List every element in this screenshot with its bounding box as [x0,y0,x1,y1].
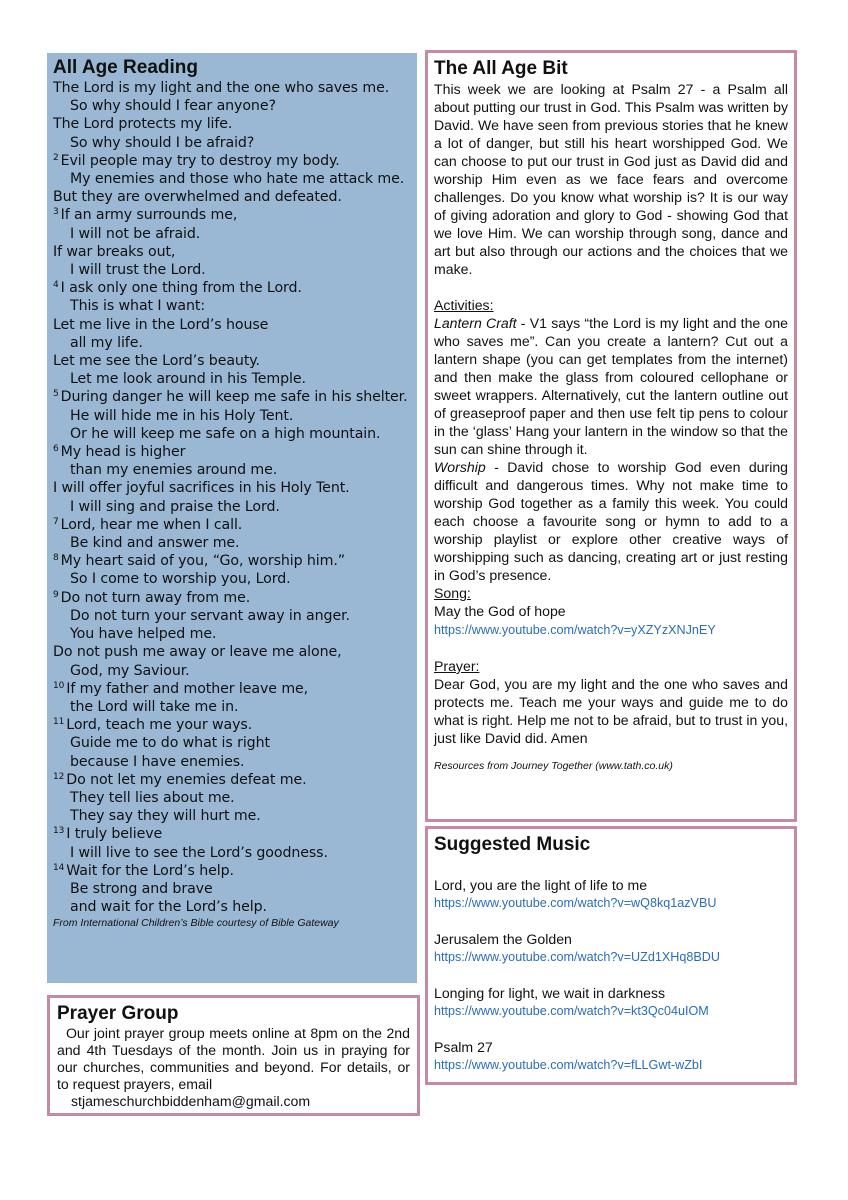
music-item [434,876,788,912]
song-title: May the God of hope [434,603,566,619]
verse-line [53,134,411,152]
song-heading: Song: [434,585,471,601]
verse-text: I will offer joyful sacrifices in his Holy Tent. [53,480,350,497]
verse-text: My head is higher [60,444,186,461]
verse-number: 10 [53,680,65,691]
verse-line [53,297,411,315]
verse-text: I will live to see the Lord’s goodness. [70,844,328,861]
verse-text: If my father and mother leave me, [66,680,309,697]
verse-line [53,698,411,716]
verse-line [53,643,411,661]
verse-text: Be kind and answer me. [70,535,240,552]
verse-number: 13 [53,826,65,837]
all-age-credit: Resources from Journey Together (www.tath.co.uk) [434,760,673,772]
verse-number: 14 [53,862,65,873]
verse-line [53,188,411,206]
verse-line [53,570,411,588]
verse-line [53,279,411,297]
worship-text: - David chose to worship God even during difficult and dangerous times. Why not make time to worship God together as a family this week. You could each choose a favourite song or hymn to add to a worship playlist or explore other creative ways of worshipping such as dancing, creating art or just resting in God’s presence. [434,459,788,583]
lantern-craft-text: - V1 says “the Lord is my light and the one who saves me”. Can you create a lantern? Cut out a lantern shape (you can get templates from the internet) and then make the glass from coloured cellophane or sweet wrappers. Alternatively, cut the lantern outline out of greaseproof paper and then use felt tip pens to colour in the ‘glass’ Hang your lantern in the window so that the sun can shine through it. [434,315,788,457]
verse-text: Let me see the Lord’s beauty. [53,353,260,370]
verse-line [53,789,411,807]
verse-number: 12 [53,771,65,782]
verse-number: 5 [53,389,59,400]
verse-line [53,243,411,261]
verse-text: This is what I want: [70,298,206,315]
verse-line [53,152,411,170]
verse-number: 3 [53,207,59,218]
verse-line [53,388,411,406]
music-item-title: Lord, you are the light of life to me [434,877,648,893]
verse-text: So why should I fear anyone? [70,98,276,115]
verse-text: Do not turn your servant away in anger. [70,607,350,624]
verse-line [53,716,411,734]
verse-line [53,607,411,625]
music-item [434,984,788,1020]
verse-text: So I come to worship you, Lord. [70,571,291,588]
verse-text: I ask only one thing from the Lord. [60,280,302,297]
music-item-link[interactable]: https://www.youtube.com/watch?v=wQ8kq1azVBU [434,896,717,910]
verse-line [53,880,411,898]
verse-number: 2 [53,152,59,163]
verse-line [53,443,411,461]
verse-line [53,316,411,334]
verse-line [53,334,411,352]
verse-text: Wait for the Lord’s help. [66,862,234,879]
verse-text: Do not let my enemies defeat me. [66,771,307,788]
verse-line [53,680,411,698]
all-age-bit-panel [425,50,797,822]
verse-text: They tell lies about me. [70,789,235,806]
verse-line [53,516,411,534]
verse-line [53,734,411,752]
verse-text: God, my Saviour. [70,662,190,679]
verse-line [53,461,411,479]
verse-text: Lord, teach me your ways. [66,717,253,734]
verse-number: 6 [53,444,59,455]
verse-text: Let me live in the Lord’s house [53,316,269,333]
verse-text: Lord, hear me when I call. [60,516,243,533]
verse-text: I will sing and praise the Lord. [70,498,280,515]
verse-text: Do not push me away or leave me alone, [53,644,342,661]
prayer-group-text [57,1025,410,1093]
verse-number: 7 [53,516,59,527]
verse-text: than my enemies around me. [70,462,278,479]
all-age-intro: This week we are looking at Psalm 27 - a Psalm all about putting our trust in God. This Psalm was written by David. We have seen from previous stories that he knew a lot of danger, but still his heart worshipped God. We can choose to put our trust in God just as David did and worship Him even as we face fears and overcome challenges. Do you know what worship is? It is our way of giving adoration and glory to God - showing God that we love Him. We can worship through song, dance and art but also through our actions and the choices that we make. [434,81,788,277]
verse-text: Be strong and brave [70,880,213,897]
verse-line [53,753,411,771]
verse-text: the Lord will take me in. [70,698,239,715]
verse-text: Or he will keep me safe on a high mountain. [70,425,381,442]
verse-text: So why should I be afraid? [70,134,255,151]
verse-text: But they are overwhelmed and defeated. [53,189,342,206]
verse-text: The Lord protects my life. [53,116,233,133]
verse-number: 9 [53,589,59,600]
verse-line [53,352,411,370]
activities-heading: Activities: [434,297,494,313]
verse-text: I will trust the Lord. [70,262,206,279]
verse-text: If an army surrounds me, [60,207,238,224]
prayer-group-body: Our joint prayer group meets online at 8pm on the 2nd and 4th Tuesdays of the month. Join us in praying for our churches, communities and beyond. For details, or to request prayers, email [57,1025,410,1092]
music-item-link[interactable]: https://www.youtube.com/watch?v=fLLGwt-wZbI [434,1058,703,1072]
verse-number: 11 [53,717,65,728]
reading-title: All Age Reading [53,57,198,78]
prayer-group-panel [47,995,420,1116]
worship-title: Worship [434,459,486,475]
reading-verses [53,79,411,916]
verse-line [53,97,411,115]
music-item [434,930,788,966]
verse-line [53,425,411,443]
verse-text: You have helped me. [70,626,217,643]
verse-text: Evil people may try to destroy my body. [60,152,340,169]
prayer-text: Dear God, you are my light and the one who saves and protects me. Teach me your ways and guide me to do what is right. Help me not to be afraid, but to trust in you, just like David did. Amen [434,676,788,746]
verse-line [53,807,411,825]
verse-line [53,79,411,97]
verse-text: and wait for the Lord’s help. [70,899,267,916]
verse-line [53,206,411,224]
verse-text: If war breaks out, [53,243,176,260]
verse-line [53,898,411,916]
verse-line [53,589,411,607]
music-item-link[interactable]: https://www.youtube.com/watch?v=UZd1XHq8BDU [434,950,720,964]
verse-line [53,261,411,279]
music-item-title: Jerusalem the Golden [434,931,572,947]
prayer-group-email[interactable]: stjameschurchbiddenham@gmail.com [71,1093,311,1109]
music-item [434,1038,788,1074]
lantern-craft-title: Lantern Craft [434,315,517,331]
reading-credit: From International Children’s Bible courtesy of Bible Gateway [53,917,339,930]
verse-text: I will not be afraid. [70,225,201,242]
verse-line [53,844,411,862]
prayer-heading: Prayer: [434,658,480,674]
verse-text: My enemies and those who hate me attack me. [70,171,405,188]
verse-line [53,170,411,188]
prayer-group-title: Prayer Group [57,1003,179,1024]
verse-line [53,625,411,643]
verse-text: Do not turn away from me. [60,589,251,606]
verse-line [53,115,411,133]
verse-line [53,370,411,388]
suggested-music-title: Suggested Music [434,834,591,855]
all-age-bit-title: The All Age Bit [434,58,568,79]
verse-line [53,662,411,680]
verse-number: 8 [53,553,59,564]
verse-text: Let me look around in his Temple. [70,371,306,388]
verse-text: Guide me to do what is right [70,735,270,752]
music-item-link[interactable]: https://www.youtube.com/watch?v=kt3Qc04uIOM [434,1004,709,1018]
verse-text: all my life. [70,334,143,351]
verse-line [53,771,411,789]
verse-line [53,498,411,516]
verse-line [53,407,411,425]
all-age-reading-panel [47,53,417,983]
music-item-title: Psalm 27 [434,1039,493,1055]
verse-line [53,225,411,243]
verse-line [53,479,411,497]
verse-text: My heart said of you, “Go, worship him.” [60,553,346,570]
verse-text: He will hide me in his Holy Tent. [70,407,294,424]
verse-text: During danger he will keep me safe in his shelter. [60,389,408,406]
verse-line [53,552,411,570]
verse-text: I truly believe [66,826,163,843]
music-item-title: Longing for light, we wait in darkness [434,985,666,1001]
suggested-music-panel [425,826,797,1085]
verse-text: because I have enemies. [70,753,245,770]
verse-text: The Lord is my light and the one who saves me. [53,80,390,96]
song-link[interactable]: https://www.youtube.com/watch?v=yXZYzXNJnEY [434,623,716,637]
verse-line [53,825,411,843]
verse-number: 4 [53,280,59,291]
worship-paragraph [434,458,788,584]
lantern-craft-paragraph [434,314,788,458]
verse-line [53,534,411,552]
verse-line [53,862,411,880]
verse-text: They say they will hurt me. [70,808,261,825]
